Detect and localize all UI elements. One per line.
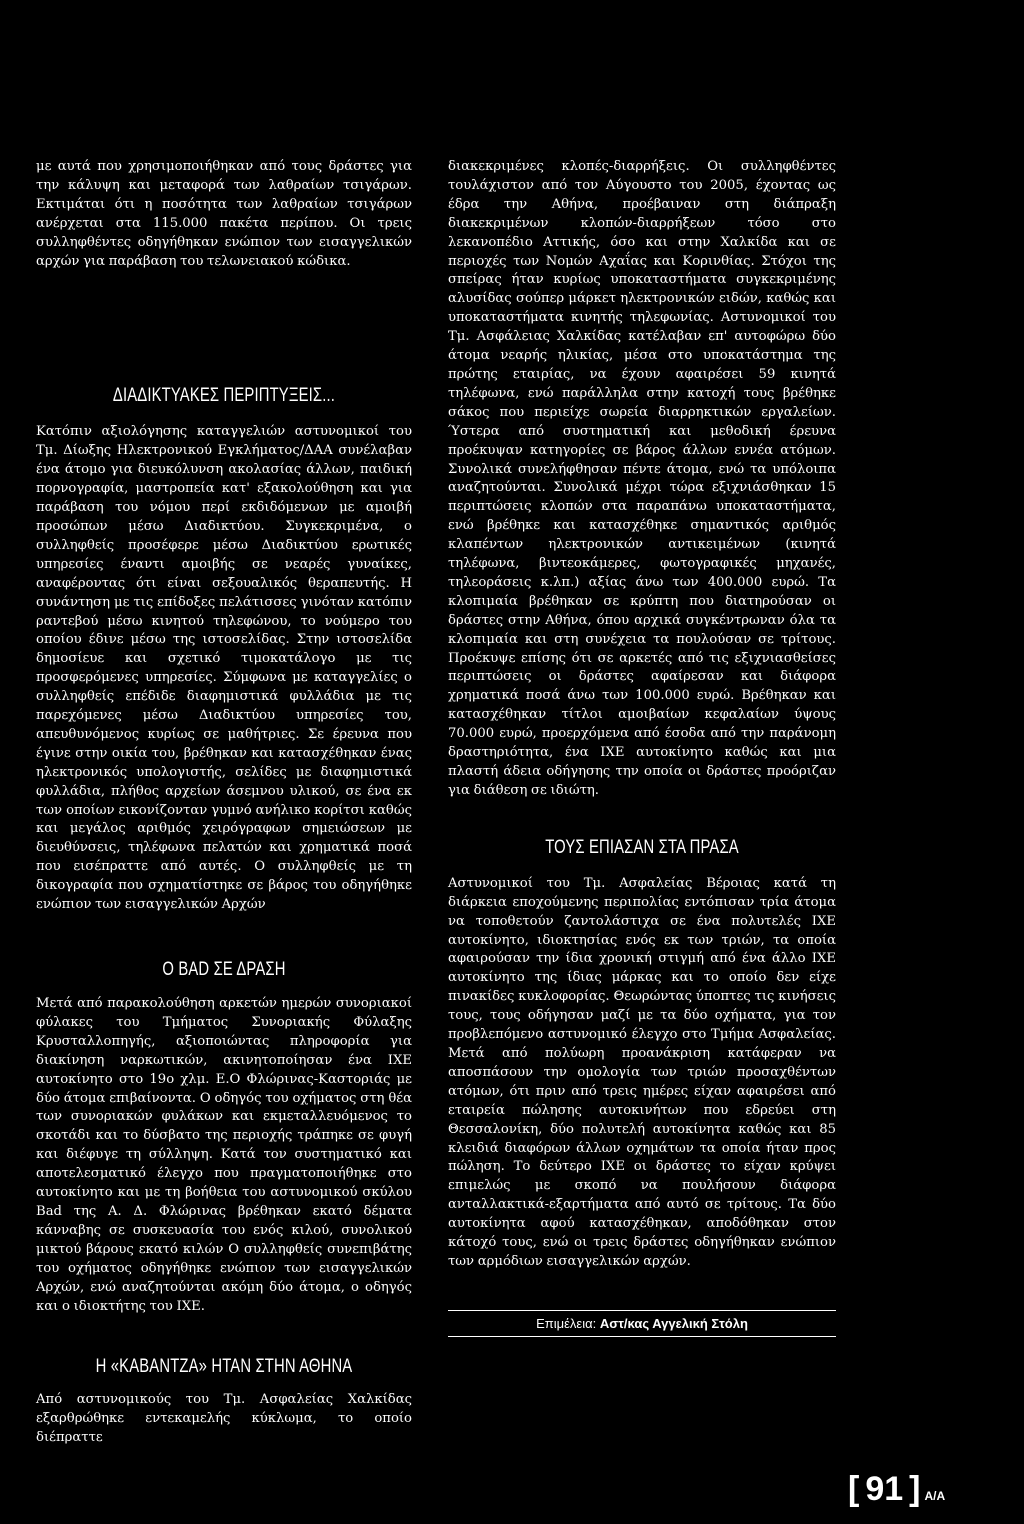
article-kavantza-continued: διακεκριμένες κλοπές-διαρρήξεις. Οι συλληφθέντες τουλάχιστον από τον Αύγουστο του 2005, έχοντας ως έδρα την Αθήνα, προέβαιναν στη διάπραξη διακεκριμένων κλοπών-διαρρήξεων τόσο στο λεκανοπέδιο Αττικής, όσο και στην Χαλκίδα και σε περιοχές των Νομών Αχαΐας και Κορινθίας. Στόχοι της σπείρας ήταν κυρίως υποκαταστήματα συγκεκριμένης αλυσίδας σούπερ μάρκετ ηλεκτρονικών ειδών, καθώς και υποκαταστήματα κινητής τηλεφωνίας. Αστυνομικοί του Τμ. Ασφάλειας Χαλκίδας κατέλαβαν επ' αυτοφώρω δύο άτομα νεαρής ηλικίας, μέσα στο υποκατάστημα της πρώτης εταιρίας, να έχουν αφαιρέσει 59 κινητά τηλέφωνα, ενώ παράλληλα στην κατοχή τους βρέθηκε σάκος που περιείχε σωρεία διαρρηκτικών εργαλείων. Ύστερα από συστηματική και μεθοδική έρευνα προέκυψαν κατηγορίες σε βάρος άλλων εννέα ατόμων. Συνολικά συνελήφθησαν πέντε άτομα, ενώ τα υπόλοιπα αναζητούνται. Συνολικά μέχρι τώρα εξιχνιάσθηκαν 15 περιπτώσεις κλοπών στα παραπάνω υποκαταστήματα, ενώ βρέθηκε και κατασχέθηκε σημαντικός αριθμός κλαπέντων ηλεκτρονικών αντικειμένων (κινητά τηλέφωνα, βιντεοκάμερες, φωτογραφικές μηχανές, τηλεοράσεις κ.λπ.) αξίας άνω των 400.000 ευρώ. Τα κλοπιμαία βρέθηκαν σε κρύπτη που διατηρούσαν οι δράστες στην Αθήνα, όπου αρχικά συγκέντρωναν όλα τα κλοπιμαία και στη συνέχεια τα πουλούσαν σε τρίτους. Προέκυψε επίσης ότι σε αρκετές από τις εξιχνιασθείσες περιπτώσεις οι δράστες αφαίρεσαν και διάφορα χρηματικά ποσά άνω των 100.000 ευρώ. Βρέθηκαν και κατασχέθηκαν τίτλοι αμοιβαίων κεφαλαίων ύψους 70.000 ευρώ, προερχόμενα από έσοδα από την παράνομη δραστηριότητα, ένα ΙΧΕ αυτοκίνητο καθώς και μια πλαστή άδεια οδήγησης την οποία οι δράστες προόριζαν για διάθεση σε ιδιώτη.: [448, 159, 836, 798]
page-number-open-bracket: [: [848, 1470, 860, 1508]
page-number-close-bracket: ]: [909, 1470, 921, 1508]
article-bad-in-action: Μετά από παρακολούθηση αρκετών ημερών συνοριακοί φύλακες του Τμήματος Συνοριακής Φύλαξης Κρυσταλλοπηγής, αξιοποιώντας πληροφορία για διακίνηση ναρκωτικών, ακινητοποίησαν ένα ΙΧΕ αυτοκίνητο στο 19ο χλμ. Ε.Ο Φλώρινας-Καστοριάς με δύο άτομα επιβαίνοντα. Ο οδηγός του οχήματος στη θέα των συνοριακών φυλάκων και εκμεταλλευόμενος το σκοτάδι και το δύσβατο της περιοχής τράπηκε σε φυγή και διέφυγε τη σύλληψη. Κατά τον συστηματικό και αποτελεσματικό έλεγχο που πραγματοποιήθηκε στο αυτοκίνητο και με τη βοήθεια του αστυνομικού σκύλου Bad της Α. Δ. Φλώρινας βρέθηκαν εκατό δέματα κάνναβης σε συσκευασία του ενός κιλού, συνολικού μικτού βάρους εκατό κιλών Ο συλληφθείς συνεπιβάτης του οχήματος οδηγήθηκε ενώπιον των εισαγγελικών Αρχών, ενώ αναζητούνται ακόμη δύο άτομα, ο οδηγός και ο ιδιοκτήτης του ΙΧΕ.: [36, 996, 412, 1314]
credit-name: Αστ/κας Αγγελική Στόλη: [599, 1315, 748, 1331]
editor-credit: [448, 1311, 836, 1336]
intro-paragraph: με αυτά που χρησιμοποιήθηκαν από τους δράστες για την κάλυψη και μεταφορά των λαθραίων τσιγάρων. Εκτιμάται ότι η ποσότητα των λαθραίων τσιγάρων ανέρχεται στα 115.000 πακέτα περίπου. Οι τρεις συλληφθέντες οδηγήθηκαν ενώπιον των εισαγγελικών αρχών για παράβαση του τελωνειακού κώδικα.: [36, 159, 412, 269]
credit-bottom-rule: [448, 1336, 836, 1337]
credit-label: Επιμέλεια:: [536, 1315, 597, 1331]
heading-online-encounters: ΔΙΑΔΙΚΤΥΑΚΕΣ ΠΕΡΙΠΤΥΞΕΙΣ...: [112, 385, 336, 407]
page-number-value: 91: [865, 1470, 904, 1508]
heading-kavantza-athens: Η «ΚΑΒΑΝΤΖΑ» ΗΤΑΝ ΣΤΗΝ ΑΘΗΝΑ: [95, 1356, 353, 1378]
article-online-encounters: Κατόπιν αξιολόγησης καταγγελιών αστυνομικοί του Τμ. Δίωξης Ηλεκτρονικού Εγκλήματος/ΔΑΑ συνέλαβαν ένα άτομο για διευκόλυνση ακολασίας άλλων, παιδική πορνογραφία, μαστροπεία κατ' εξακολούθηση και για παράβαση του νόμου περί εκδιδόμενων με αμοιβή προσώπων μέσω Διαδικτύου. Συγκεκριμένα, ο συλληφθείς προσέφερε μέσω Διαδικτύου ερωτικές υπηρεσίες έναντι αμοιβής σε νεαρές γυναίκες, αναφέροντας ότι είναι σεξουαλικός θεραπευτής. Η συνάντηση με τις επίδοξες πελάτισσες γινόταν κατόπιν ραντεβού μέσω κινητού τηλεφώνου, το νούμερο του οποίου έδινε μέσω της ιστοσελίδας. Στην ιστοσελίδα δημοσίευε και σχετικό τιμοκατάλογο με τις προσφερόμενες υπηρεσίες. Σύμφωνα με καταγγελίες ο συλληφθείς επέδιδε διαφημιστικά φυλλάδια με τις παρεχόμενες μέσω Διαδικτύου υπηρεσίες του, απευθυνόμενος κυρίως σε μαθήτριες. Σε έρευνα που έγινε στην οικία του, βρέθηκαν και κατασχέθηκαν ένας ηλεκτρονικός υπολογιστής, σελίδες με διαφημιστικά φυλλάδια, πλήθος αρχείων άσεμνου υλικού, σε ένα εκ των οποίων εικονίζονταν γυμνό ανήλικο κορίτσι καθώς και μεγάλος αριθμός χειρόγραφων σημειώσεων με διευθύνσεις, τηλέφωνα πελατών και χρηματικά ποσά που εισέπραττε από αυτές. Ο συλληφθείς με τη δικογραφία που σχηματίστηκε σε βάρος του οδηγήθηκε ενώπιον των εισαγγελικών Αρχών: [36, 424, 412, 913]
right-column: [448, 158, 836, 1337]
article-caught-red-handed: Αστυνομικοί του Τμ. Ασφαλείας Βέροιας κατά τη διάρκεια εποχούμενης περιπολίας εντόπισαν τρία άτομα να τοποθετούν ζαντολάστιχα σε ένα πολυτελές ΙΧΕ αυτοκίνητο, ιδιοκτησίας ενός εκ των τριών, τα οποία αφαιρούσαν την ίδια χρονική στιγμή από ένα άλλο ΙΧΕ αυτοκίνητο της ίδιας μάρκας και το οποίο δεν είχε πινακίδες κυκλοφορίας. Θεωρώντας ύποπτες τις κινήσεις τους, τους οδήγησαν μαζί με τα δύο οχήματα, για τον προβλεπόμενο αστυνομικό έλεγχο στο Τμήμα Ασφαλείας. Μετά από πολύωρη προανάκριση κατάφεραν να αποσπάσουν την ομολογία των τριών προσαχθέντων ατόμων, ότι πριν από τρεις ημέρες είχαν αφαιρέσει από εταιρεία πώλησης αυτοκινήτων που εδρεύει στη Θεσσαλονίκη, δύο πολυτελή αυτοκίνητα καθώς και 85 κλειδιά διαφόρων άλλων οχημάτων τα οποία ήταν προς πώληση. Το δεύτερο ΙΧΕ οι δράστες το είχαν κρύψει επιμελώς με σκοπό να πουλήσουν διάφορα ανταλλακτικά-εξαρτήματα από αυτό σε τρίτους. Τα δύο αυτοκίνητα αφού κατασχέθηκαν, αποδόθηκαν στον κάτοχό τους, ενώ οι τρεις δράστες οδηγήθηκαν ενώπιον των αρμόδιων εισαγγελικών αρχών.: [448, 875, 836, 1269]
article-kavantza-start: Από αστυνομικούς του Τμ. Ασφαλείας Χαλκίδας εξαρθρώθηκε εντεκαμελής κύκλωμα, το οποίο διέπραττε: [36, 1392, 412, 1446]
heading-bad-in-action: Ο BAD ΣΕ ΔΡΑΣΗ: [162, 959, 286, 980]
page-number-suffix: Α/Α: [924, 1489, 946, 1503]
page-number: [848, 1470, 945, 1509]
heading-caught-red-handed: ΤΟΥΣ ΕΠΙΑΣΑΝ ΣΤΑ ΠΡΑΣΑ: [545, 836, 739, 858]
left-column: [36, 158, 412, 1448]
